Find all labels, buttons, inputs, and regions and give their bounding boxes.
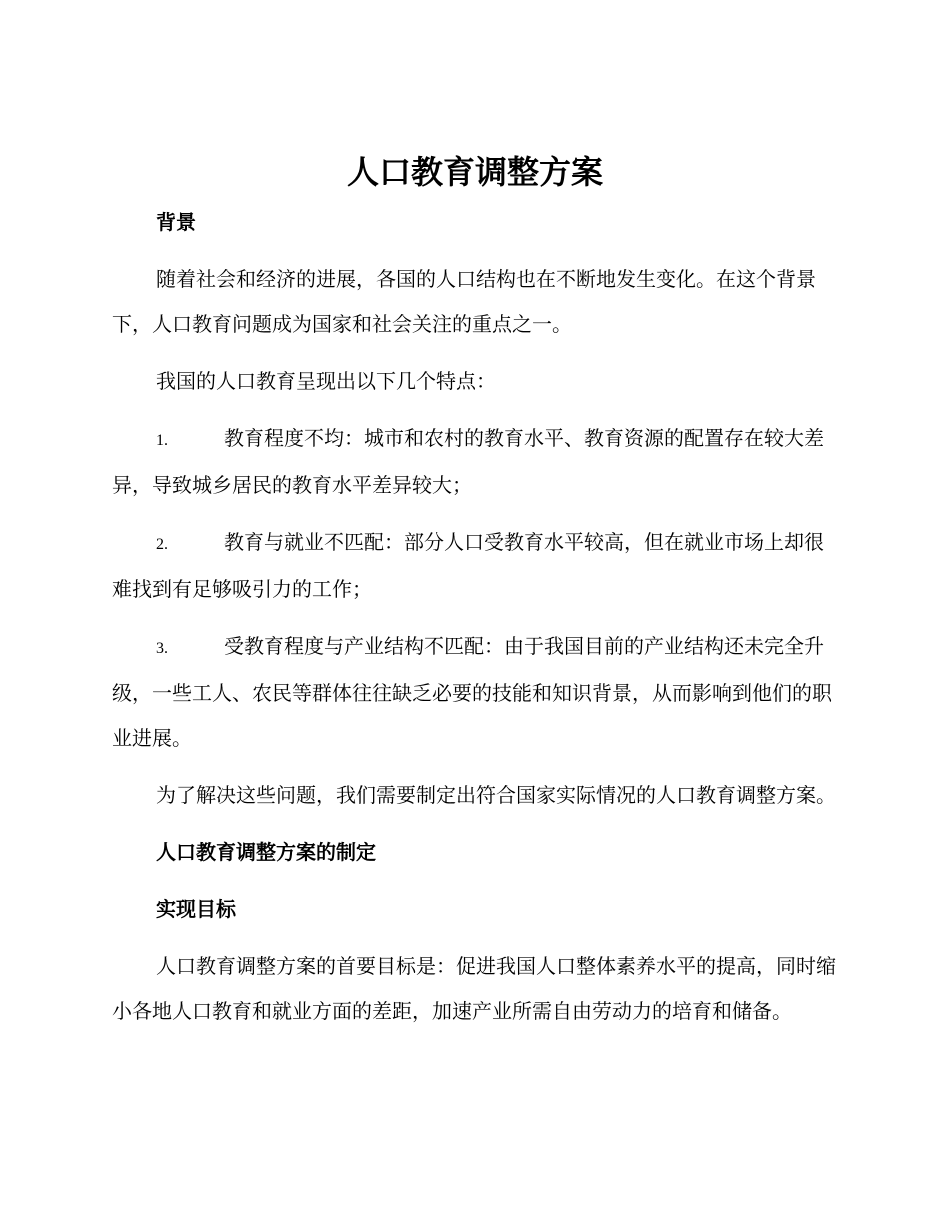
paragraph-features-intro: 我国的人口教育呈现出以下几个特点： xyxy=(156,369,496,393)
list-item-3 xyxy=(112,624,836,761)
list-number: 3. xyxy=(156,640,168,657)
list-item-text: 教育程度不均：城市和农村的教育水平、教育资源的配置存在较大差异，导致城乡居民的教育水平差异较大； xyxy=(112,426,824,497)
list-number: 2. xyxy=(156,536,168,553)
section-heading-goal: 实现目标 xyxy=(156,897,236,921)
paragraph-goal: 人口教育调整方案的首要目标是：促进我国人口整体素养水平的提高，同时缩小各地人口教育和就业方面的差距，加速产业所需自由劳动力的培育和储备。 xyxy=(112,954,836,1023)
section-heading-formulation: 人口教育调整方案的制定 xyxy=(156,840,376,864)
list-item-text: 受教育程度与产业结构不匹配：由于我国目前的产业结构还未完全升级，一些工人、农民等群体往往缺乏必要的技能和知识背景，从而影响到他们的职业进展。 xyxy=(112,634,832,750)
section-heading-background: 背景 xyxy=(156,210,196,234)
paragraph-solution: 为了解决这些问题，我们需要制定出符合国家实际情况的人口教育调整方案。 xyxy=(156,783,836,807)
list-item-text: 教育与就业不匹配：部分人口受教育水平较高，但在就业市场上却很难找到有足够吸引力的工作； xyxy=(112,530,824,601)
list-number: 1. xyxy=(156,432,168,449)
paragraph-background: 随着社会和经济的进展，各国的人口结构也在不断地发生变化。在这个背景下，人口教育问题成为国家和社会关注的重点之一。 xyxy=(112,267,816,336)
document-body xyxy=(112,200,836,1034)
document-title: 人口教育调整方案 xyxy=(346,153,603,191)
list-item-2 xyxy=(112,520,836,612)
list-item-1 xyxy=(112,416,836,508)
